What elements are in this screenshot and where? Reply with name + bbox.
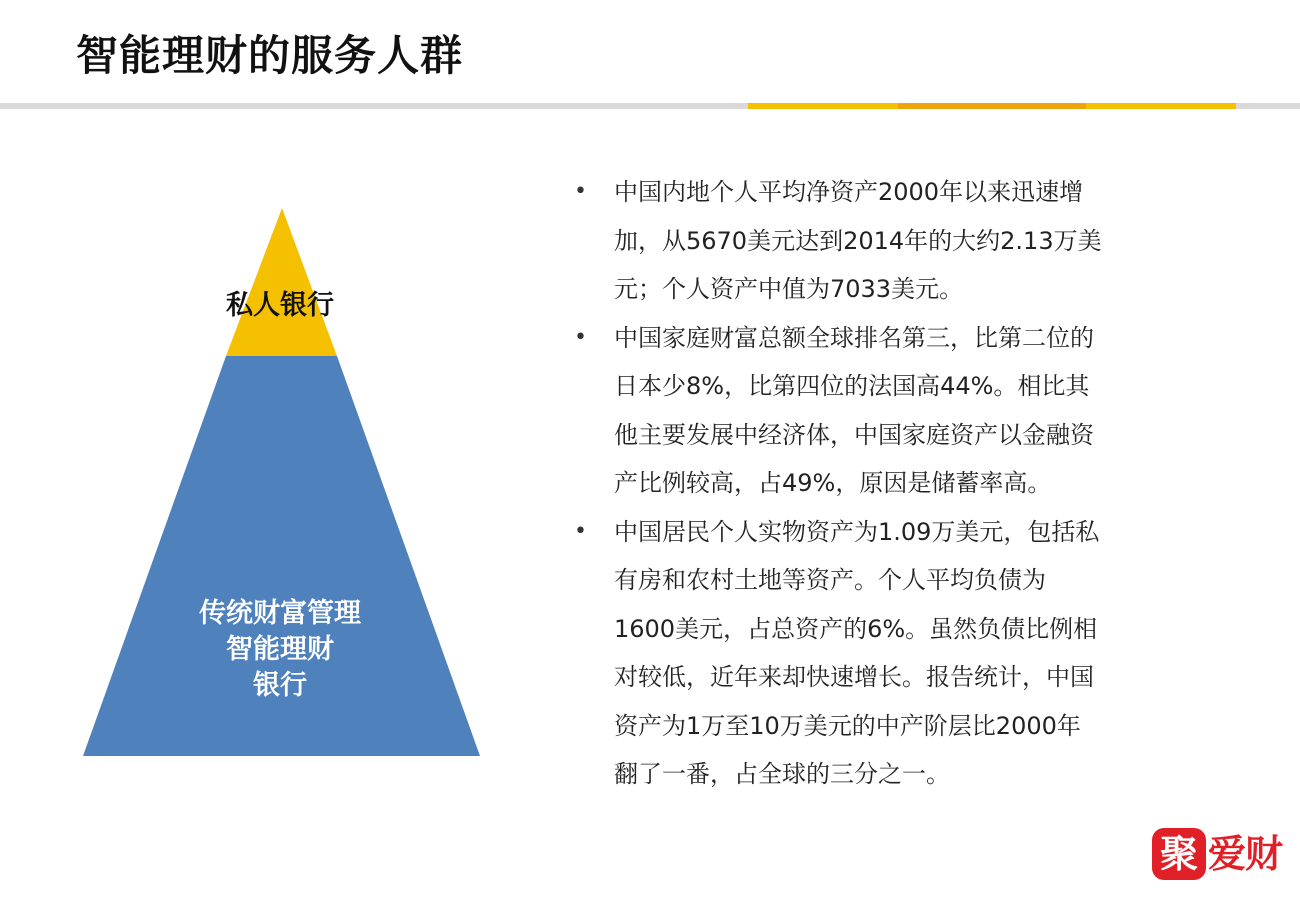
accent-bar-3 — [1086, 103, 1236, 109]
bullet-line: 日本少8%，比第四位的法国高44%。相比其 — [614, 372, 1090, 400]
bullet-line: 资产为1万至10万美元的中产阶层比2000年 — [614, 711, 1081, 740]
bullet-item-1 — [568, 168, 1154, 314]
bullet-line: 他主要发展中经济体，中国家庭资产以金融资 — [614, 420, 1094, 449]
bullet-marker: • — [574, 518, 587, 544]
accent-bar-1 — [748, 103, 898, 109]
accent-bar-2 — [898, 103, 1086, 109]
slide-title: 智能理财的服务人群 — [76, 31, 464, 80]
bullet-item-2 — [568, 314, 1154, 508]
bullet-line: 元；个人资产中值为7033美元。 — [614, 275, 964, 303]
pyramid-bottom-labels — [130, 596, 430, 704]
bullet-marker: • — [574, 179, 587, 204]
bullet-line: 有房和农村土地等资产。个人平均负债为 — [614, 566, 1046, 594]
bullet-list — [568, 168, 1168, 799]
bullet-line: 翻了一番，占全球的三分之一。 — [614, 760, 950, 788]
brand-logo — [1150, 826, 1290, 882]
bullet-marker: • — [574, 324, 587, 350]
logo-badge-icon: 聚 — [1152, 828, 1206, 880]
pyramid-label-smart-finance: 智能理财 — [226, 634, 334, 665]
bullet-line: 加，从5670美元达到2014年的大约2.13万美 — [614, 226, 1102, 255]
bullet-line: 对较低，近年来却快速增长。报告统计，中国 — [614, 663, 1094, 691]
bullet-line: 中国居民个人实物资产为1.09万美元，包括私 — [614, 517, 1100, 546]
pyramid-top-segment — [226, 208, 337, 356]
bullet-line: 中国家庭财富总额全球排名第三，比第二位的 — [614, 323, 1094, 352]
pyramid-label-traditional-wealth: 传统财富管理 — [199, 598, 361, 629]
bullet-item-3 — [568, 508, 1154, 799]
bullet-line: 中国内地个人平均净资产2000年以来迅速增 — [614, 178, 1084, 206]
bullet-line: 产比例较高，占49%，原因是储蓄率高。 — [614, 469, 1052, 497]
bullet-line: 1600美元，占总资产的6%。虽然负债比例相 — [614, 614, 1098, 643]
pyramid-label-bank: 银行 — [253, 670, 307, 701]
pyramid-top-label: 私人银行 — [226, 290, 334, 321]
logo-text: 爱财 — [1208, 832, 1283, 876]
